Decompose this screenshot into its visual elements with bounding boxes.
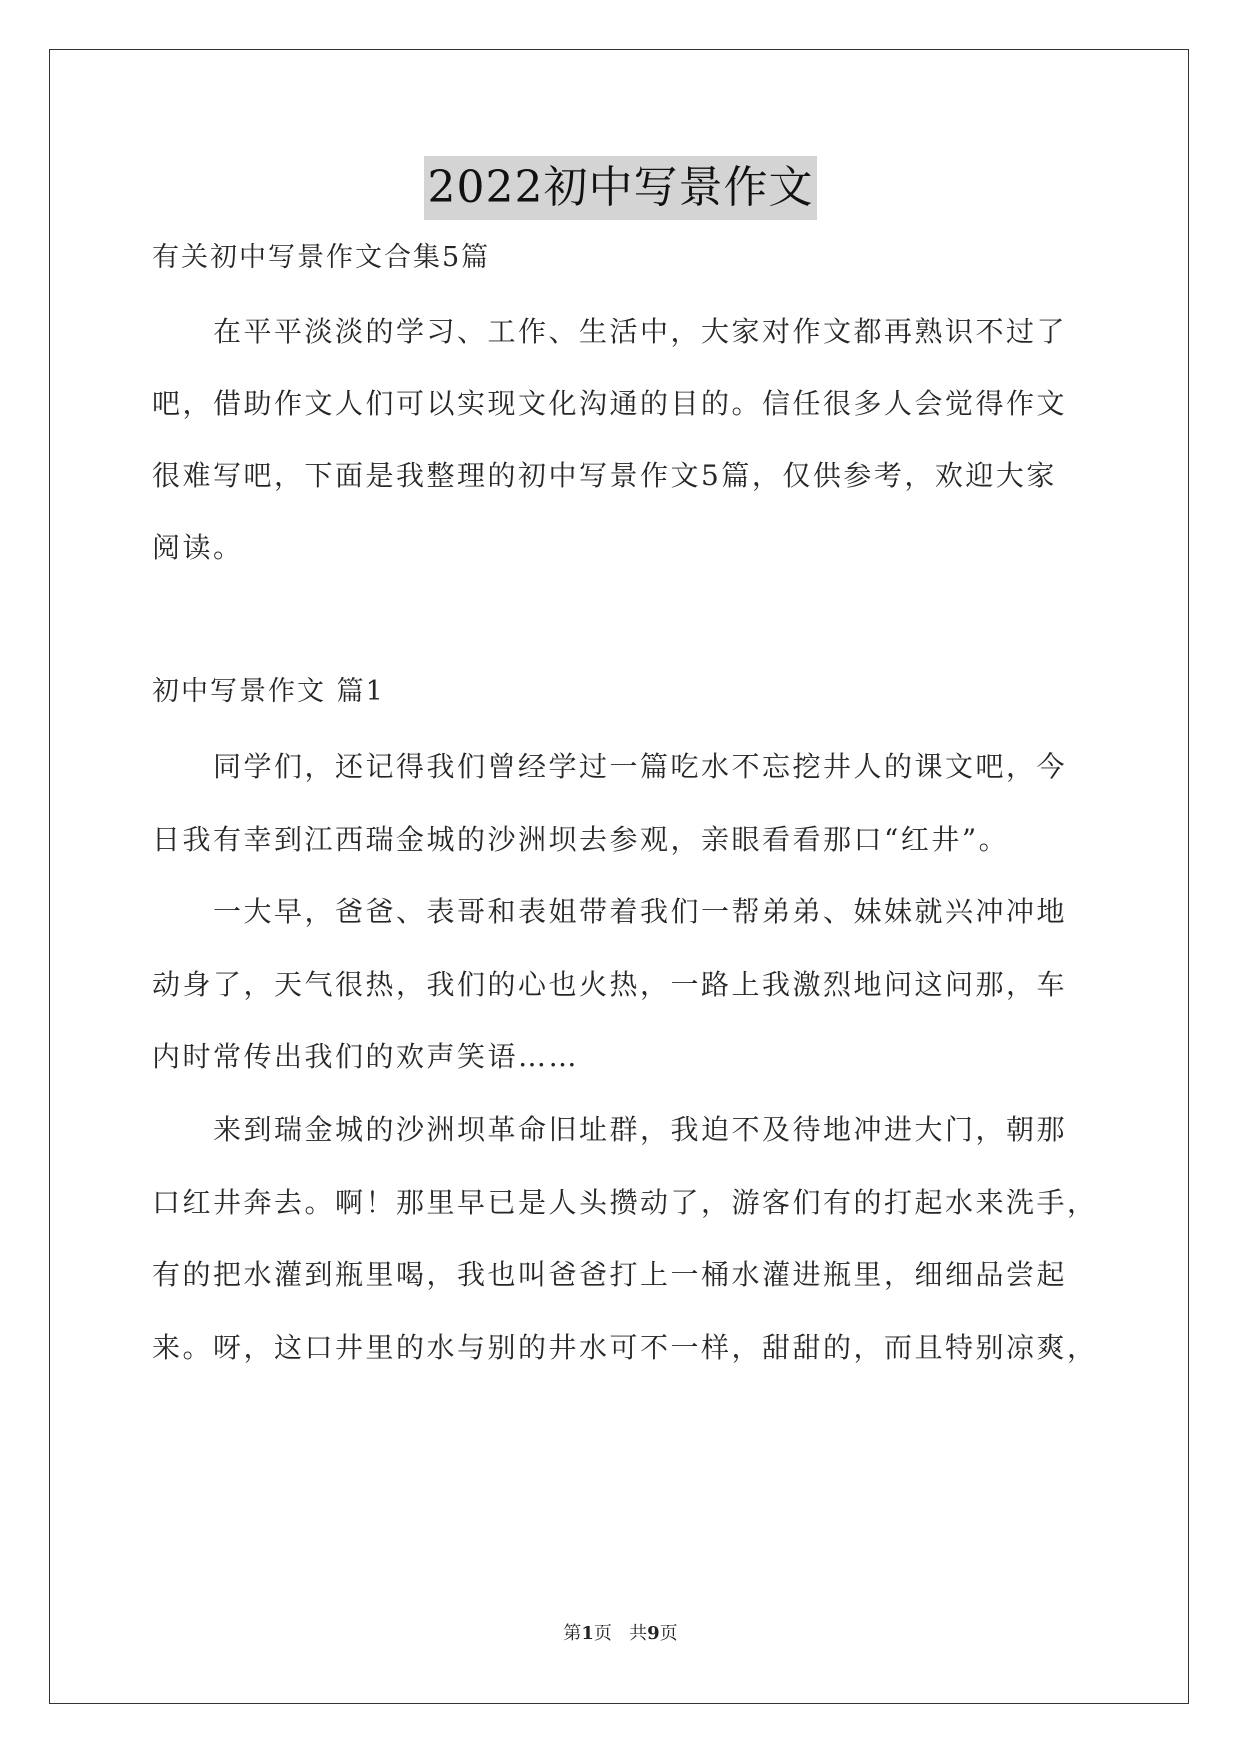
intro-line-1: 在平平淡淡的学习、工作、生活中，大家对作文都再熟识不过了 [213,315,1068,348]
para1-line-1: 同学们，还记得我们曾经学过一篇吃水不忘挖井人的课文吧，今 [213,750,1068,783]
page-suffix: 页 [593,1623,612,1644]
document-subtitle: 有关初中写景作文合集5篇 [152,242,491,273]
section-heading: 初中写景作文 篇1 [152,676,385,707]
para3-line-3: 有的把水灌到瓶里喝，我也叫爸爸打上一桶水灌进瓶里，细细品尝起 [152,1258,1068,1291]
page-footer [0,1622,1241,1646]
para3-line-4: 来。呀，这口井里的水与别的井水可不一样，甜甜的，而且特别凉爽， [152,1331,1098,1364]
intro-line-2: 吧，借助作文人们可以实现文化沟通的目的。信任很多人会觉得作文 [152,387,1068,420]
para2-line-3: 内时常传出我们的欢声笑语…… [152,1040,580,1073]
para2-line-2: 动身了，天气很热，我们的心也火热，一路上我激烈地问这问那，车 [152,968,1068,1001]
page-prefix: 第 [563,1623,582,1644]
page-number: 1 [581,1623,594,1644]
title-container [0,156,1241,220]
total-pages: 9 [647,1623,660,1644]
para3-line-1: 来到瑞金城的沙洲坝革命旧址群，我迫不及待地冲进大门，朝那 [213,1113,1068,1146]
total-suffix: 页 [659,1623,678,1644]
intro-line-4: 阅读。 [152,531,244,564]
intro-line-3: 很难写吧，下面是我整理的初中写景作文5篇，仅供参考，欢迎大家 [152,459,1057,492]
para2-line-1: 一大早，爸爸、表哥和表姐带着我们一帮弟弟、妹妹就兴冲冲地 [213,895,1068,928]
para3-line-2: 口红井奔去。啊！那里早已是人头攒动了，游客们有的打起水来洗手， [152,1186,1098,1219]
total-prefix: 共 [629,1623,648,1644]
para1-line-2: 日我有幸到江西瑞金城的沙洲坝去参观，亲眼看看那口“红井”。 [152,823,1010,856]
page-border [49,49,1189,1704]
document-title: 2022初中写景作文 [424,156,818,220]
